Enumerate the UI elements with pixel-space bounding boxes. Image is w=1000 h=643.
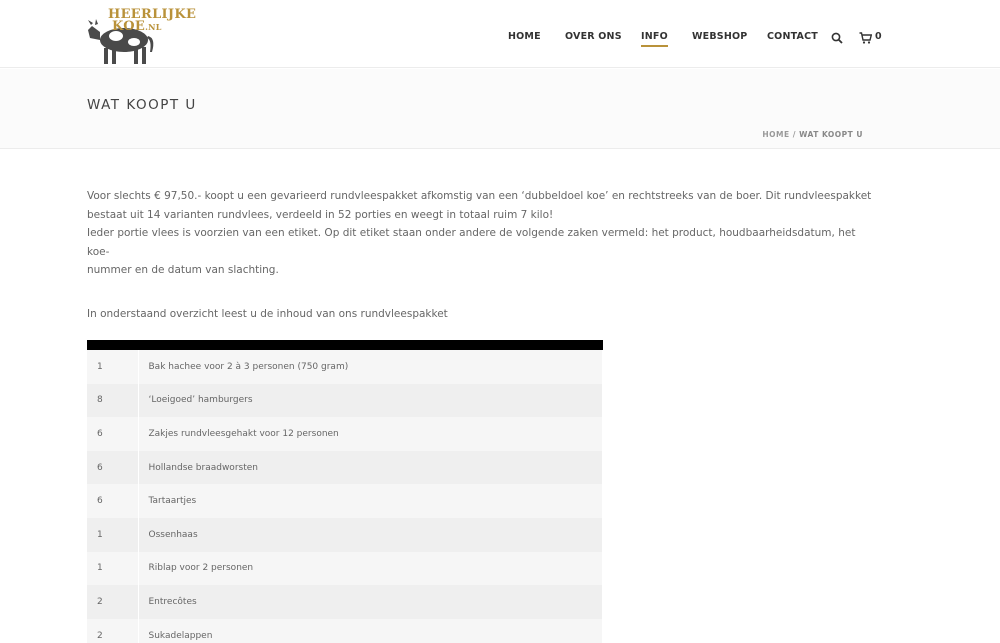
nav-item-webshop[interactable]: WEBSHOP — [692, 31, 748, 42]
breadcrumb — [762, 130, 863, 139]
row-qty: 1 — [87, 518, 138, 552]
row-qty: 1 — [87, 552, 138, 586]
logo-text — [108, 9, 196, 33]
intro-line-2: bestaat uit 14 varianten rundvlees, verdeeld in 52 porties en weegt in totaal ruim 7 kilo! — [87, 208, 554, 221]
row-item: Bak hachee voor 2 à 3 personen (750 gram) — [138, 350, 603, 384]
table-header-bar — [87, 340, 603, 350]
nav-item-info[interactable]: INFO — [641, 31, 668, 42]
nav-item-home[interactable]: HOME — [508, 31, 541, 42]
logo-line1: HEERLIJKE — [108, 7, 197, 22]
row-qty: 6 — [87, 451, 138, 485]
table-row — [87, 451, 603, 485]
row-qty: 2 — [87, 619, 138, 643]
table-row — [87, 417, 603, 451]
row-item: Ossenhaas — [138, 518, 603, 552]
table-row — [87, 619, 603, 643]
intro-text — [87, 187, 877, 280]
row-item: ‘Loeigoed’ hamburgers — [138, 384, 603, 418]
cart-count[interactable]: 0 — [875, 31, 882, 42]
table-row — [87, 585, 603, 619]
intro-line-4: nummer en de datum van slachting. — [87, 264, 279, 276]
table-row — [87, 350, 603, 384]
search-icon[interactable] — [831, 29, 843, 48]
row-item: Zakjes rundvleesgehakt voor 12 personen — [138, 417, 603, 451]
row-qty: 8 — [87, 384, 138, 418]
table-header — [87, 340, 603, 350]
row-qty: 1 — [87, 350, 138, 384]
row-qty: 6 — [87, 417, 138, 451]
package-contents-table — [87, 340, 603, 643]
row-item: Sukadelappen — [138, 619, 603, 643]
intro-line-1: Voor slechts € 97,50.- koopt u een gevarieerd rundvleespakket afkomstig van een ‘dubbeldoel koe’ en rechtstreeks van de boer. Dit rundvleespakket — [87, 190, 872, 202]
nav-item-over-ons[interactable]: OVER ONS — [565, 31, 622, 42]
intro-line-3: Ieder portie vlees is voorzien van een etiket. Op dit etiket staan onder andere de volgende zaken vermeld: het product, houdbaarheidsdatum, het koe- — [87, 227, 856, 258]
row-item: Riblap voor 2 personen — [138, 552, 603, 586]
cart-icon[interactable] — [859, 29, 872, 48]
table-row — [87, 384, 603, 418]
table-intro: In onderstaand overzicht leest u de inhoud van ons rundvleespakket — [87, 308, 448, 320]
table-row — [87, 484, 603, 518]
breadcrumb-separator: / — [789, 130, 800, 139]
logo-line2 — [108, 21, 196, 33]
page-title: WAT KOOPT U — [87, 97, 197, 113]
logo-suffix: .NL — [145, 22, 162, 32]
row-item: Tartaartjes — [138, 484, 603, 518]
nav-item-contact[interactable]: CONTACT — [767, 31, 818, 42]
breadcrumb-home[interactable]: HOME — [762, 130, 790, 139]
row-qty: 2 — [87, 585, 138, 619]
logo-line2-text: KOE — [112, 19, 146, 34]
table-row — [87, 552, 603, 586]
breadcrumb-current: WAT KOOPT U — [799, 130, 863, 139]
row-item: Hollandse braadworsten — [138, 451, 603, 485]
table-row — [87, 518, 603, 552]
row-qty: 6 — [87, 484, 138, 518]
row-item: Entrecôtes — [138, 585, 603, 619]
site-header — [0, 0, 1000, 68]
logo[interactable] — [86, 7, 197, 66]
